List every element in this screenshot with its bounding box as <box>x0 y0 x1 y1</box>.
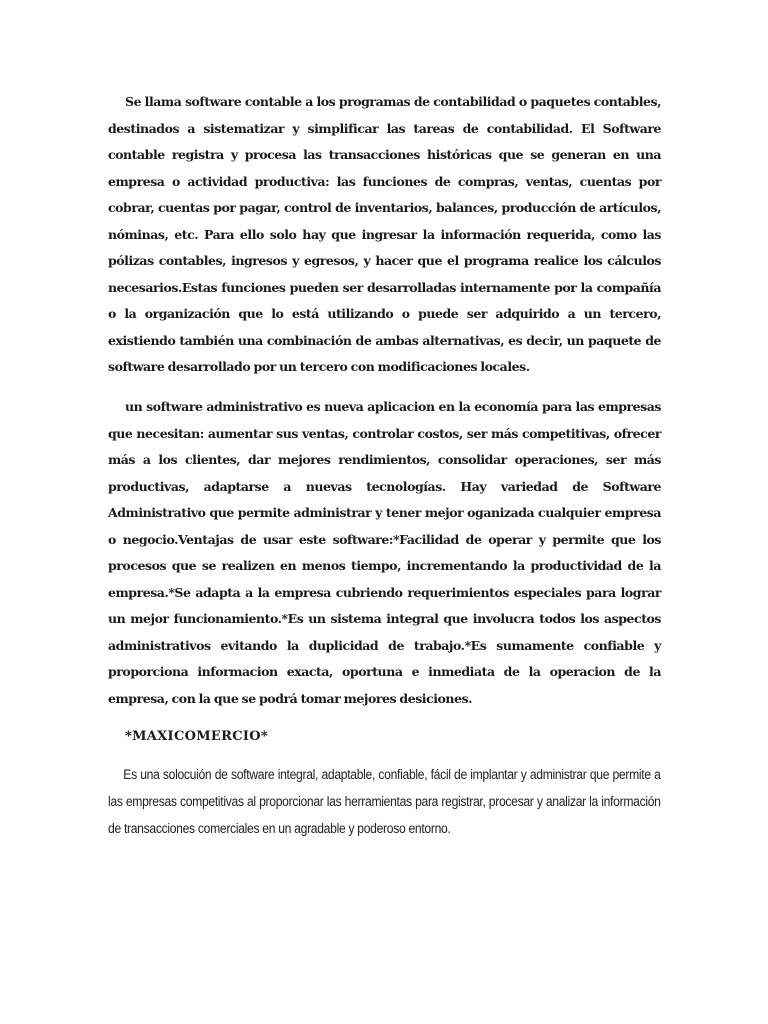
section-heading-maxicomercio: *MAXICOMERCIO* <box>125 729 268 744</box>
paragraph-software-administrativo: un software administrativo es nueva aplicacion en la economía para las empresas que necesitan: aumentar sus ventas, controlar costos, ser más competitivas, ofrecer más a los clientes, dar mejores rendimientos, consolidar operaciones, ser más productivas, adaptarse a nuevas tecnologías. Hay variedad de Software Administrativo que permite administrar y tener mejor oganizada cualquier empresa o negocio.Ventajas de usar este software:*Facilidad de operar y permite que los procesos que se realizen en menos tiempo, incrementando la productividad de la empresa.*Se adapta a la empresa cubriendo requerimientos especiales para lograr un mejor funcionamiento.*Es un sistema integral que involucra todos los aspectos administrativos evitando la duplicidad de trabajo.*Es sumamente confiable y proporciona informacion exacta, oportuna e inmediata de la operacion de la empresa, con la que se podrá tomar mejores desiciones. <box>108 399 661 706</box>
paragraph-maxicomercio: Es una solocuión de software integral, adaptable, confiable, fácil de implantar y administrar que permite a las empresas competitivas al proporcionar las herramientas para registrar, procesar y analizar la información de transacciones comerciales en un agradable y poderoso entorno. <box>108 767 661 836</box>
paragraph-software-contable: Se llama software contable a los programas de contabilidad o paquetes contables, destinados a sistematizar y simplificar las tareas de contabilidad. El Software contable registra y procesa las transacciones históricas que se generan en una empresa o actividad productiva: las funciones de compras, ventas, cuentas por cobrar, cuentas por pagar, control de inventarios, balances, producción de artículos, nóminas, etc. Para ello solo hay que ingresar la información requerida, como las pólizas contables, ingresos y egresos, y hacer que el programa realice los cálculos necesarios.Estas funciones pueden ser desarrolladas internamente por la compañía o la organización que lo está utilizando o puede ser adquirido a un tercero, existiendo también una combinación de ambas alternativas, es decir, un paquete de software desarrollado por un tercero con modificaciones locales. <box>108 94 661 374</box>
